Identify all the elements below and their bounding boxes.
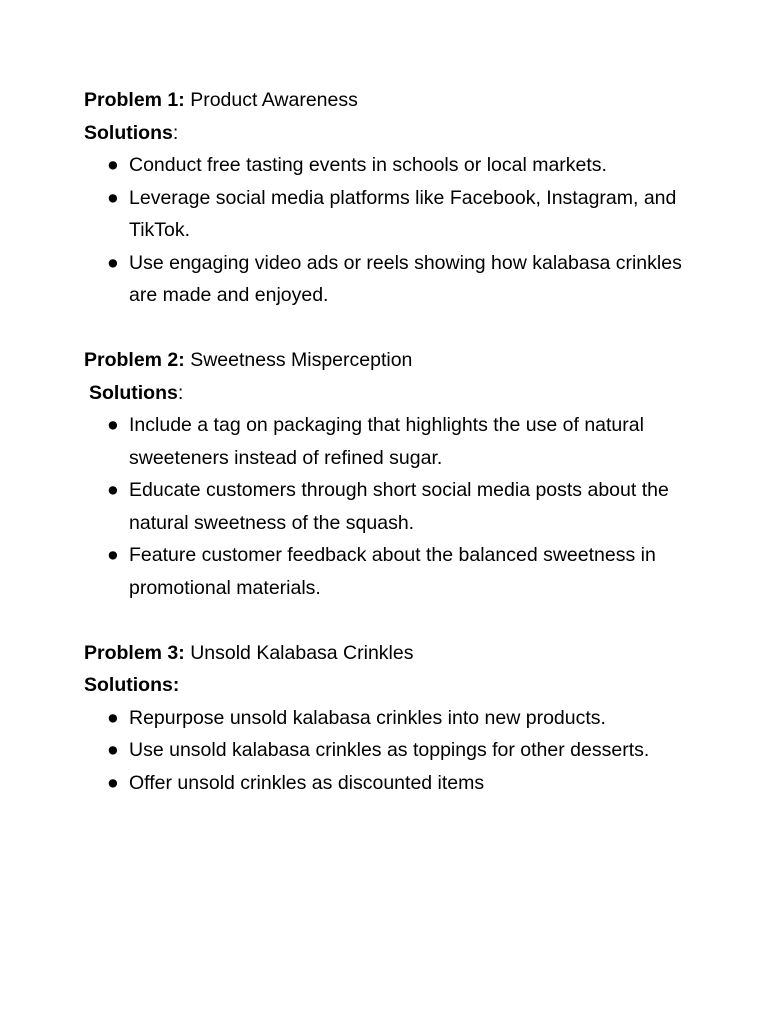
bullet-icon: ●	[107, 479, 119, 501]
bullet-icon: ●	[107, 414, 119, 436]
list-item	[84, 474, 694, 539]
list-item-text: Leverage social media platforms like Facebook, Instagram, and TikTok.	[129, 186, 677, 241]
problem-heading-1	[84, 84, 694, 117]
list-item-text: Include a tag on packaging that highlights the use of natural sweeteners instead of refined sugar.	[129, 414, 644, 469]
problem-heading-3	[84, 637, 694, 670]
problem-section-2	[84, 344, 694, 604]
solutions-suffix: :	[172, 121, 179, 144]
problem-title: Product Awareness	[190, 89, 358, 111]
list-item-text: Conduct free tasting events in schools or local markets.	[129, 154, 607, 176]
solutions-heading-2	[84, 377, 694, 410]
problem-title: Unsold Kalabasa Crinkles	[190, 641, 414, 664]
list-item	[84, 767, 694, 800]
bullet-icon: ●	[107, 771, 119, 794]
solutions-list-3	[84, 702, 694, 800]
problem-label: Problem 2:	[84, 349, 185, 371]
list-item-text: Feature customer feedback about the balanced sweetness in promotional materials.	[129, 544, 656, 599]
solutions-label: Solutions	[89, 381, 178, 404]
list-item	[84, 247, 694, 312]
list-item	[84, 734, 694, 767]
solutions-heading-1	[84, 117, 694, 150]
list-item	[84, 149, 694, 182]
problem-title: Sweetness Misperception	[190, 349, 413, 371]
solutions-label: Solutions	[84, 121, 173, 144]
list-item	[84, 182, 694, 247]
bullet-icon: ●	[107, 544, 119, 566]
problem-label: Problem 3:	[84, 641, 185, 664]
list-item	[84, 702, 694, 735]
bullet-icon: ●	[107, 706, 119, 729]
solutions-label: Solutions:	[84, 674, 180, 696]
list-item	[84, 409, 694, 474]
solutions-list-1	[84, 149, 694, 312]
solutions-suffix: :	[177, 381, 184, 404]
bullet-icon: ●	[107, 251, 119, 274]
bullet-icon: ●	[107, 186, 119, 209]
problem-section-1	[84, 84, 694, 312]
list-item-text: Educate customers through short social media posts about the natural sweetness of the squash.	[129, 479, 669, 534]
list-item-text: Use unsold kalabasa crinkles as toppings for other desserts.	[129, 739, 650, 761]
list-item-text: Offer unsold crinkles as discounted items	[129, 771, 485, 794]
document-page	[84, 84, 694, 832]
solutions-heading-3	[84, 669, 694, 702]
list-item	[84, 539, 694, 604]
problem-section-3	[84, 637, 694, 800]
problem-label: Problem 1:	[84, 89, 185, 111]
solutions-list-2	[84, 409, 694, 604]
problem-heading-2	[84, 344, 694, 377]
list-item-text: Use engaging video ads or reels showing how kalabasa crinkles are made and enjoyed.	[129, 251, 682, 306]
bullet-icon: ●	[107, 154, 119, 176]
bullet-icon: ●	[107, 739, 119, 761]
list-item-text: Repurpose unsold kalabasa crinkles into new products.	[129, 706, 606, 729]
